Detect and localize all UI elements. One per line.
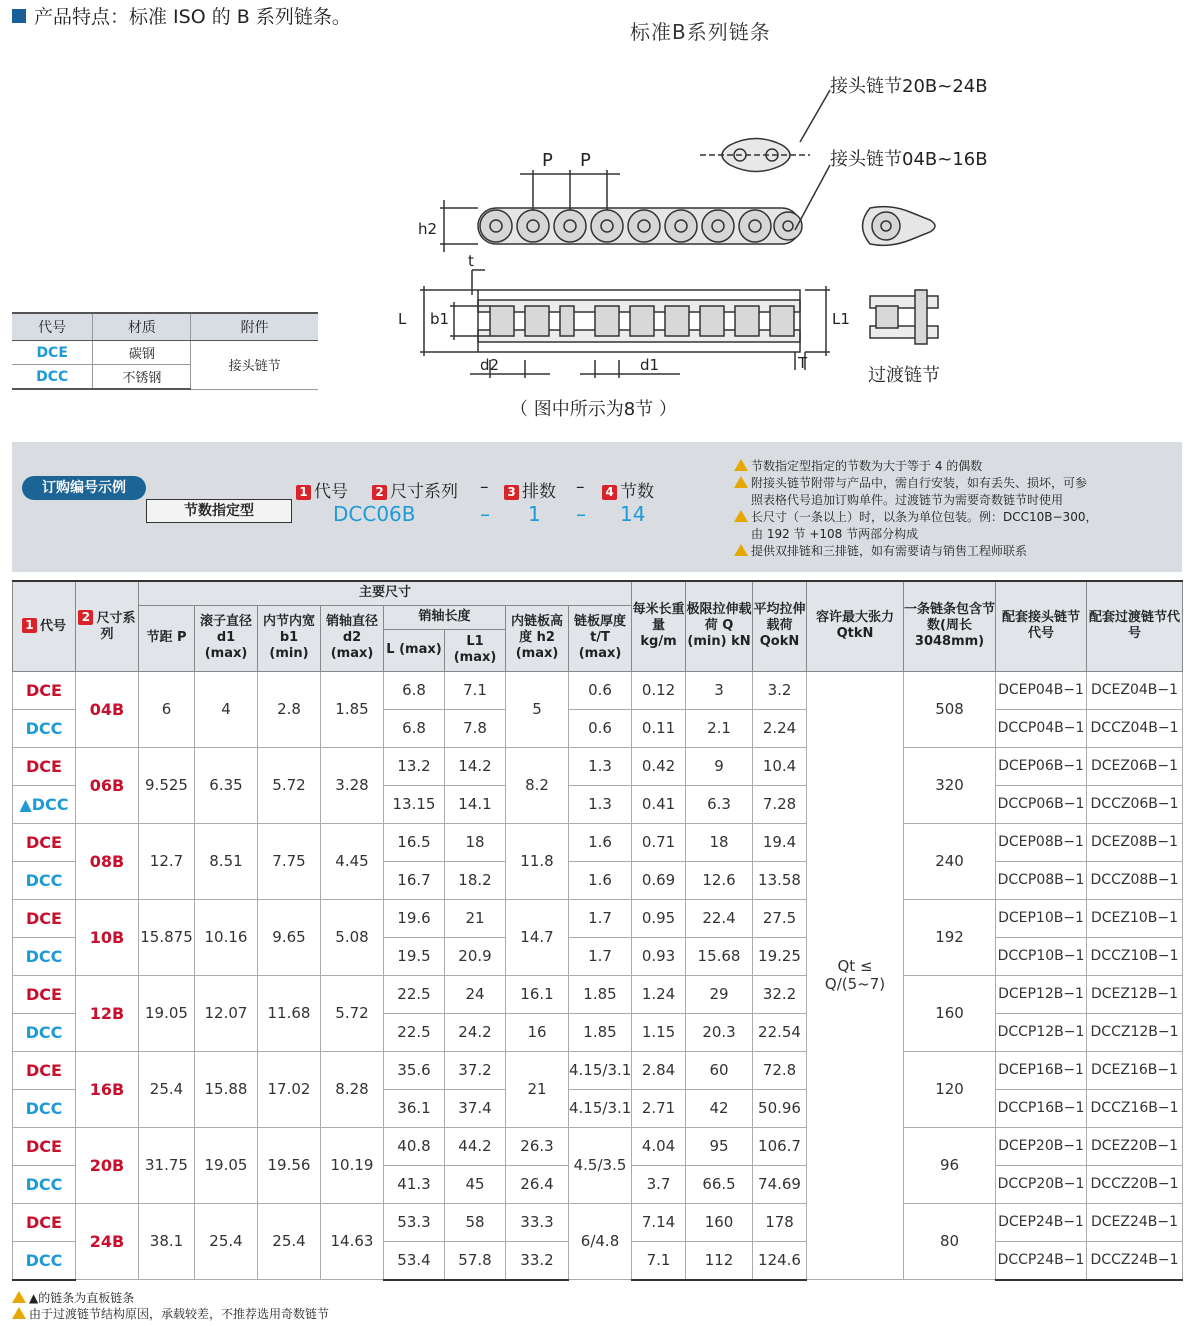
cell-l1: 24.2 xyxy=(445,1013,506,1051)
cell-pack: 96 xyxy=(904,1127,996,1203)
cell-size: 08B xyxy=(76,823,139,899)
cell-trans: DCEZ06B−1 xyxy=(1087,747,1183,785)
cell-d1: 19.05 xyxy=(195,1127,258,1203)
dim-h2: h2 xyxy=(418,220,438,238)
cell-code: DCC xyxy=(13,1241,76,1280)
cell-code: DCE xyxy=(13,1127,76,1165)
cell-b1: 25.4 xyxy=(258,1203,321,1280)
dim-t: t xyxy=(468,252,474,270)
cell-joint: DCCP10B−1 xyxy=(996,937,1087,975)
cell-d1: 15.88 xyxy=(195,1051,258,1127)
th-pin: 销轴直径 d2 (max) xyxy=(321,605,384,671)
cell-code: DCC xyxy=(13,937,76,975)
cell-d1: 10.16 xyxy=(195,899,258,975)
cell-avg: 124.6 xyxy=(753,1241,807,1280)
cell-code: DCE xyxy=(13,823,76,861)
cell-l1: 14.2 xyxy=(445,747,506,785)
order-example-pill: 订购编号示例 xyxy=(22,476,146,500)
cell-d2: 5.72 xyxy=(321,975,384,1051)
cell-h2: 5 xyxy=(506,671,569,747)
table-row xyxy=(13,747,1183,785)
cell-b1: 2.8 xyxy=(258,671,321,747)
cell-t: 1.7 xyxy=(569,937,632,975)
cell-b1: 19.56 xyxy=(258,1127,321,1203)
cell-joint: DCCP12B−1 xyxy=(996,1013,1087,1051)
cell-joint: DCCP04B−1 xyxy=(996,709,1087,747)
table-row xyxy=(13,1127,1183,1165)
cell-tensile: 60 xyxy=(686,1051,753,1089)
feature-text xyxy=(12,2,351,29)
cell-tensile: 42 xyxy=(686,1089,753,1127)
cell-trans: DCEZ20B−1 xyxy=(1087,1127,1183,1165)
cell-l: 53.3 xyxy=(384,1203,445,1241)
cell-trans: DCEZ08B−1 xyxy=(1087,823,1183,861)
cell-weight: 0.69 xyxy=(632,861,686,899)
cell-l1: 44.2 xyxy=(445,1127,506,1165)
cell-d2: 5.08 xyxy=(321,899,384,975)
cell-weight: 1.15 xyxy=(632,1013,686,1051)
cell-l1: 20.9 xyxy=(445,937,506,975)
warning-icon xyxy=(734,476,748,488)
cell-l: 36.1 xyxy=(384,1089,445,1127)
order-header-links-text: 节数 xyxy=(620,482,654,502)
label-joint-04b: 接头链节04B~16B xyxy=(830,149,988,170)
cell-weight: 0.11 xyxy=(632,709,686,747)
cell-l: 13.2 xyxy=(384,747,445,785)
cell-t: 1.6 xyxy=(569,861,632,899)
dim-p1: P xyxy=(542,150,553,171)
order-header-code xyxy=(296,477,348,502)
cell-b1: 17.02 xyxy=(258,1051,321,1127)
cell-l: 19.6 xyxy=(384,899,445,937)
order-header-size xyxy=(372,477,458,502)
order-value-rows: 1 xyxy=(528,502,541,526)
cell-l1: 57.8 xyxy=(445,1241,506,1280)
dim-l: L xyxy=(398,310,407,328)
cell-b1: 5.72 xyxy=(258,747,321,823)
th-joint: 配套接头链节代号 xyxy=(996,581,1087,671)
cell-avg: 7.28 xyxy=(753,785,807,823)
th-l1: L1 (max) xyxy=(445,629,506,671)
cell-d2: 3.28 xyxy=(321,747,384,823)
cell-pack: 120 xyxy=(904,1051,996,1127)
order-header-code-text: 代号 xyxy=(314,482,348,502)
mat-attachment: 接头链节 xyxy=(191,341,318,390)
cell-code: DCC xyxy=(13,1089,76,1127)
mat-header-code: 代号 xyxy=(12,313,93,341)
cell-h2: 16 xyxy=(506,1013,569,1051)
cell-tensile: 12.6 xyxy=(686,861,753,899)
cell-joint: DCCP06B−1 xyxy=(996,785,1087,823)
num-badge-1: 1 xyxy=(296,485,311,500)
cell-weight: 1.24 xyxy=(632,975,686,1013)
cell-avg: 19.25 xyxy=(753,937,807,975)
cell-l1: 24 xyxy=(445,975,506,1013)
cell-b1: 7.75 xyxy=(258,823,321,899)
cell-weight: 4.04 xyxy=(632,1127,686,1165)
cell-d2: 4.45 xyxy=(321,823,384,899)
cell-joint: DCCP24B−1 xyxy=(996,1241,1087,1280)
cell-l1: 21 xyxy=(445,899,506,937)
cell-l1: 7.1 xyxy=(445,671,506,709)
cell-joint: DCEP20B−1 xyxy=(996,1127,1087,1165)
cell-joint: DCEP24B−1 xyxy=(996,1203,1087,1241)
cell-d1: 4 xyxy=(195,671,258,747)
footnote-1: ▲的链条为直板链条 xyxy=(29,1291,135,1305)
cell-size: 20B xyxy=(76,1127,139,1203)
cell-code: DCC xyxy=(13,709,76,747)
cell-size: 04B xyxy=(76,671,139,747)
cell-weight: 0.95 xyxy=(632,899,686,937)
chain-link-circles xyxy=(480,210,802,242)
cell-h2: 14.7 xyxy=(506,899,569,975)
cell-avg: 50.96 xyxy=(753,1089,807,1127)
cell-weight: 3.7 xyxy=(632,1165,686,1203)
diagram-title: 标准B系列链条 xyxy=(630,20,771,44)
th-pack: 一条链条包含节数(周长3048mm) xyxy=(904,581,996,671)
footnotes xyxy=(12,1290,329,1322)
cell-pitch: 25.4 xyxy=(139,1051,195,1127)
cell-trans: DCCZ08B−1 xyxy=(1087,861,1183,899)
cell-h2: 21 xyxy=(506,1051,569,1127)
cell-t: 1.7 xyxy=(569,899,632,937)
th-weight: 每米长重量 kg/m xyxy=(632,581,686,671)
cell-l1: 7.8 xyxy=(445,709,506,747)
cell-t: 1.6 xyxy=(569,823,632,861)
cell-avg: 27.5 xyxy=(753,899,807,937)
cell-t: 1.85 xyxy=(569,975,632,1013)
cell-t: 6/4.8 xyxy=(569,1203,632,1280)
cell-h2: 11.8 xyxy=(506,823,569,899)
cell-l: 22.5 xyxy=(384,975,445,1013)
cell-code: DCC xyxy=(13,1165,76,1203)
mat-material: 不锈钢 xyxy=(93,365,191,390)
order-header-size-text: 尺寸系列 xyxy=(390,482,458,502)
cell-weight: 7.1 xyxy=(632,1241,686,1280)
cell-code: DCE xyxy=(13,975,76,1013)
order-dash-4: – xyxy=(576,502,586,526)
th-trans: 配套过渡链节代号 xyxy=(1087,581,1183,671)
cell-tensile: 160 xyxy=(686,1203,753,1241)
cell-b1: 9.65 xyxy=(258,899,321,975)
order-type-label: 节数指定型 xyxy=(146,499,292,523)
cell-tensile: 2.1 xyxy=(686,709,753,747)
spec-table-body xyxy=(13,671,1183,1280)
table-row xyxy=(13,1051,1183,1089)
cell-l: 41.3 xyxy=(384,1165,445,1203)
cell-l: 13.15 xyxy=(384,785,445,823)
mat-code: DCE xyxy=(12,341,93,365)
order-value-code: DCC06B xyxy=(333,502,416,526)
bullet-square-icon xyxy=(12,9,26,23)
table-row xyxy=(13,899,1183,937)
cell-joint: DCEP10B−1 xyxy=(996,899,1087,937)
cell-d1: 12.07 xyxy=(195,975,258,1051)
cell-joint: DCCP20B−1 xyxy=(996,1165,1087,1203)
order-dash-1: – xyxy=(480,477,489,497)
cell-size: 24B xyxy=(76,1203,139,1280)
cell-d1: 25.4 xyxy=(195,1203,258,1280)
table-row xyxy=(13,671,1183,709)
th-l: L (max) xyxy=(384,629,445,671)
table-row xyxy=(13,823,1183,861)
cell-l: 6.8 xyxy=(384,671,445,709)
note-2b: 照表格代号追加订购单件。过渡链节为需要奇数链节时使用 xyxy=(751,493,1064,507)
cell-trans: DCCZ04B−1 xyxy=(1087,709,1183,747)
cell-trans: DCCZ06B−1 xyxy=(1087,785,1183,823)
num-badge-2: 2 xyxy=(372,485,387,500)
cell-pitch: 12.7 xyxy=(139,823,195,899)
order-dash-3: – xyxy=(480,502,490,526)
th-roller: 滚子直径 d1 (max) xyxy=(195,605,258,671)
spec-table xyxy=(12,580,1183,1281)
cell-trans: DCEZ04B−1 xyxy=(1087,671,1183,709)
cell-avg: 178 xyxy=(753,1203,807,1241)
cell-code: DCE xyxy=(13,1203,76,1241)
cell-h2: 26.4 xyxy=(506,1165,569,1203)
note-4: 提供双排链和三排链，如有需要请与销售工程师联系 xyxy=(734,543,1174,560)
th-tensile: 极限拉伸载荷 Q (min) kN xyxy=(686,581,753,671)
warning-icon xyxy=(12,1291,26,1303)
cell-t: 4.5/3.5 xyxy=(569,1127,632,1203)
mat-header-attachment: 附件 xyxy=(191,313,318,341)
order-notes xyxy=(734,458,1174,560)
cell-l1: 18 xyxy=(445,823,506,861)
warning-icon xyxy=(734,544,748,556)
cell-l1: 58 xyxy=(445,1203,506,1241)
cell-d2: 14.63 xyxy=(321,1203,384,1280)
cell-avg: 13.58 xyxy=(753,861,807,899)
cell-trans: DCCZ20B−1 xyxy=(1087,1165,1183,1203)
cell-size: 06B xyxy=(76,747,139,823)
cell-weight: 0.71 xyxy=(632,823,686,861)
cell-l1: 14.1 xyxy=(445,785,506,823)
cell-d1: 8.51 xyxy=(195,823,258,899)
dim-d2: d2 xyxy=(480,356,500,374)
cell-code: DCE xyxy=(13,747,76,785)
cell-joint: DCEP12B−1 xyxy=(996,975,1087,1013)
cell-tensile: 3 xyxy=(686,671,753,709)
cell-trans: DCCZ10B−1 xyxy=(1087,937,1183,975)
warning-icon xyxy=(734,459,748,471)
cell-d1: 6.35 xyxy=(195,747,258,823)
cell-l1: 37.4 xyxy=(445,1089,506,1127)
num-badge-3: 3 xyxy=(504,485,519,500)
order-header-rows-text: 排数 xyxy=(522,482,556,502)
cell-b1: 11.68 xyxy=(258,975,321,1051)
cell-joint: DCEP08B−1 xyxy=(996,823,1087,861)
cell-pitch: 15.875 xyxy=(139,899,195,975)
cell-weight: 7.14 xyxy=(632,1203,686,1241)
cell-weight: 0.12 xyxy=(632,671,686,709)
cell-tensile: 95 xyxy=(686,1127,753,1165)
cell-l: 16.5 xyxy=(384,823,445,861)
cell-avg: 10.4 xyxy=(753,747,807,785)
order-header-rows xyxy=(504,477,556,502)
cell-l: 6.8 xyxy=(384,709,445,747)
th-code: 1 代号 xyxy=(13,581,76,671)
cell-code: DCC xyxy=(13,861,76,899)
cell-pack: 192 xyxy=(904,899,996,975)
cell-tensile: 66.5 xyxy=(686,1165,753,1203)
cell-h2: 8.2 xyxy=(506,747,569,823)
table-row xyxy=(13,1203,1183,1241)
note-1: 节数指定型指定的节数为大于等于 4 的偶数 xyxy=(734,458,1174,475)
order-value-links: 14 xyxy=(620,502,646,526)
cell-weight: 2.84 xyxy=(632,1051,686,1089)
cell-code: ▲DCC xyxy=(13,785,76,823)
cell-joint: DCCP16B−1 xyxy=(996,1089,1087,1127)
cell-l: 53.4 xyxy=(384,1241,445,1280)
cell-avg: 106.7 xyxy=(753,1127,807,1165)
cell-max-tension: Qt ≤ Q/(5~7) xyxy=(807,671,904,1280)
dim-d1: d1 xyxy=(640,356,660,374)
label-transition: 过渡链节 xyxy=(868,365,940,386)
cell-tensile: 22.4 xyxy=(686,899,753,937)
cell-pitch: 9.525 xyxy=(139,747,195,823)
cell-trans: DCEZ24B−1 xyxy=(1087,1203,1183,1241)
mat-header-material: 材质 xyxy=(93,313,191,341)
cell-t: 4.15/3.1 xyxy=(569,1051,632,1089)
th-plate-h: 内链板高度 h2 (max) xyxy=(506,605,569,671)
th-plate-t: 链板厚度 t/T (max) xyxy=(569,605,632,671)
cell-t: 1.85 xyxy=(569,1013,632,1051)
cell-joint: DCEP16B−1 xyxy=(996,1051,1087,1089)
diagram-caption: （ 图中所示为8节 ） xyxy=(510,399,677,420)
cell-pack: 320 xyxy=(904,747,996,823)
cell-size: 12B xyxy=(76,975,139,1051)
cell-pitch: 38.1 xyxy=(139,1203,195,1280)
cell-pack: 240 xyxy=(904,823,996,899)
cell-t: 1.3 xyxy=(569,747,632,785)
cell-tensile: 9 xyxy=(686,747,753,785)
footnote-2: 由于过渡链节结构原因，承载较差，不推荐选用奇数链节 xyxy=(29,1307,330,1321)
order-header-links xyxy=(602,477,654,502)
cell-pack: 160 xyxy=(904,975,996,1051)
cell-pitch: 6 xyxy=(139,671,195,747)
cell-l: 19.5 xyxy=(384,937,445,975)
cell-avg: 74.69 xyxy=(753,1165,807,1203)
warning-icon xyxy=(734,510,748,522)
cell-h2: 26.3 xyxy=(506,1127,569,1165)
feature-label: 产品特点：标准 ISO 的 B 系列链条。 xyxy=(34,6,351,28)
cell-code: DCE xyxy=(13,899,76,937)
cell-trans: DCEZ16B−1 xyxy=(1087,1051,1183,1089)
cell-t: 0.6 xyxy=(569,709,632,747)
cell-l1: 18.2 xyxy=(445,861,506,899)
dim-l1: L1 xyxy=(832,310,850,328)
cell-avg: 72.8 xyxy=(753,1051,807,1089)
cell-pack: 508 xyxy=(904,671,996,747)
th-pinlen: 销轴长度 xyxy=(384,605,506,629)
th-main: 主要尺寸 xyxy=(139,581,632,605)
cell-joint: DCEP06B−1 xyxy=(996,747,1087,785)
cell-joint: DCEP04B−1 xyxy=(996,671,1087,709)
cell-trans: DCCZ16B−1 xyxy=(1087,1089,1183,1127)
th-max: 容许最大张力 QtkN xyxy=(807,581,904,671)
cell-tensile: 20.3 xyxy=(686,1013,753,1051)
cell-trans: DCEZ10B−1 xyxy=(1087,899,1183,937)
cell-code: DCC xyxy=(13,1013,76,1051)
mat-code: DCC xyxy=(12,365,93,390)
cell-weight: 0.42 xyxy=(632,747,686,785)
cell-t: 1.3 xyxy=(569,785,632,823)
cell-t: 4.15/3.1 xyxy=(569,1089,632,1127)
cell-pack: 80 xyxy=(904,1203,996,1280)
cell-avg: 2.24 xyxy=(753,709,807,747)
note-2: 附接头链节附带与产品中，需自行安装，如有丢失、损坏，可参 xyxy=(734,475,1174,492)
cell-l1: 45 xyxy=(445,1165,506,1203)
cell-h2: 33.2 xyxy=(506,1241,569,1280)
cell-avg: 32.2 xyxy=(753,975,807,1013)
cell-avg: 19.4 xyxy=(753,823,807,861)
cell-l1: 37.2 xyxy=(445,1051,506,1089)
cell-size: 10B xyxy=(76,899,139,975)
cell-h2: 33.3 xyxy=(506,1203,569,1241)
cell-l: 16.7 xyxy=(384,861,445,899)
cell-trans: DCCZ24B−1 xyxy=(1087,1241,1183,1280)
cell-tensile: 29 xyxy=(686,975,753,1013)
th-size: 2 尺寸系列 xyxy=(76,581,139,671)
cell-l: 40.8 xyxy=(384,1127,445,1165)
cell-pitch: 31.75 xyxy=(139,1127,195,1203)
cell-d2: 10.19 xyxy=(321,1127,384,1203)
cell-h2: 16.1 xyxy=(506,975,569,1013)
order-dash-2: – xyxy=(576,477,585,497)
warning-icon xyxy=(12,1307,26,1319)
cell-avg: 3.2 xyxy=(753,671,807,709)
cell-d2: 8.28 xyxy=(321,1051,384,1127)
cell-weight: 2.71 xyxy=(632,1089,686,1127)
cell-l: 35.6 xyxy=(384,1051,445,1089)
dim-t-upper: T xyxy=(798,354,808,372)
cell-tensile: 15.68 xyxy=(686,937,753,975)
th-inner: 内节内宽 b1 (min) xyxy=(258,605,321,671)
num-badge-4: 4 xyxy=(602,485,617,500)
cell-code: DCE xyxy=(13,1051,76,1089)
cell-weight: 0.93 xyxy=(632,937,686,975)
cell-avg: 22.54 xyxy=(753,1013,807,1051)
cell-tensile: 6.3 xyxy=(686,785,753,823)
th-pitch: 节距 P xyxy=(139,605,195,671)
cell-pitch: 19.05 xyxy=(139,975,195,1051)
material-table xyxy=(12,312,318,390)
cell-trans: DCCZ12B−1 xyxy=(1087,1013,1183,1051)
mat-material: 碳钢 xyxy=(93,341,191,365)
cell-d2: 1.85 xyxy=(321,671,384,747)
note-3b: 由 192 节 +108 节两部分构成 xyxy=(751,527,919,541)
cell-trans: DCEZ12B−1 xyxy=(1087,975,1183,1013)
dim-p2: P xyxy=(580,150,591,171)
note-3: 长尺寸（一条以上）时，以条为单位包装。例：DCC10B−300， xyxy=(734,509,1174,526)
cell-tensile: 112 xyxy=(686,1241,753,1280)
cell-size: 16B xyxy=(76,1051,139,1127)
cell-weight: 0.41 xyxy=(632,785,686,823)
cell-joint: DCCP08B−1 xyxy=(996,861,1087,899)
cell-tensile: 18 xyxy=(686,823,753,861)
table-row xyxy=(13,975,1183,1013)
dim-b1: b1 xyxy=(430,310,450,328)
cell-code: DCE xyxy=(13,671,76,709)
cell-l: 22.5 xyxy=(384,1013,445,1051)
cell-t: 0.6 xyxy=(569,671,632,709)
th-avg: 平均拉伸载荷 QokN xyxy=(753,581,807,671)
label-joint-20b: 接头链节20B~24B xyxy=(830,76,988,97)
